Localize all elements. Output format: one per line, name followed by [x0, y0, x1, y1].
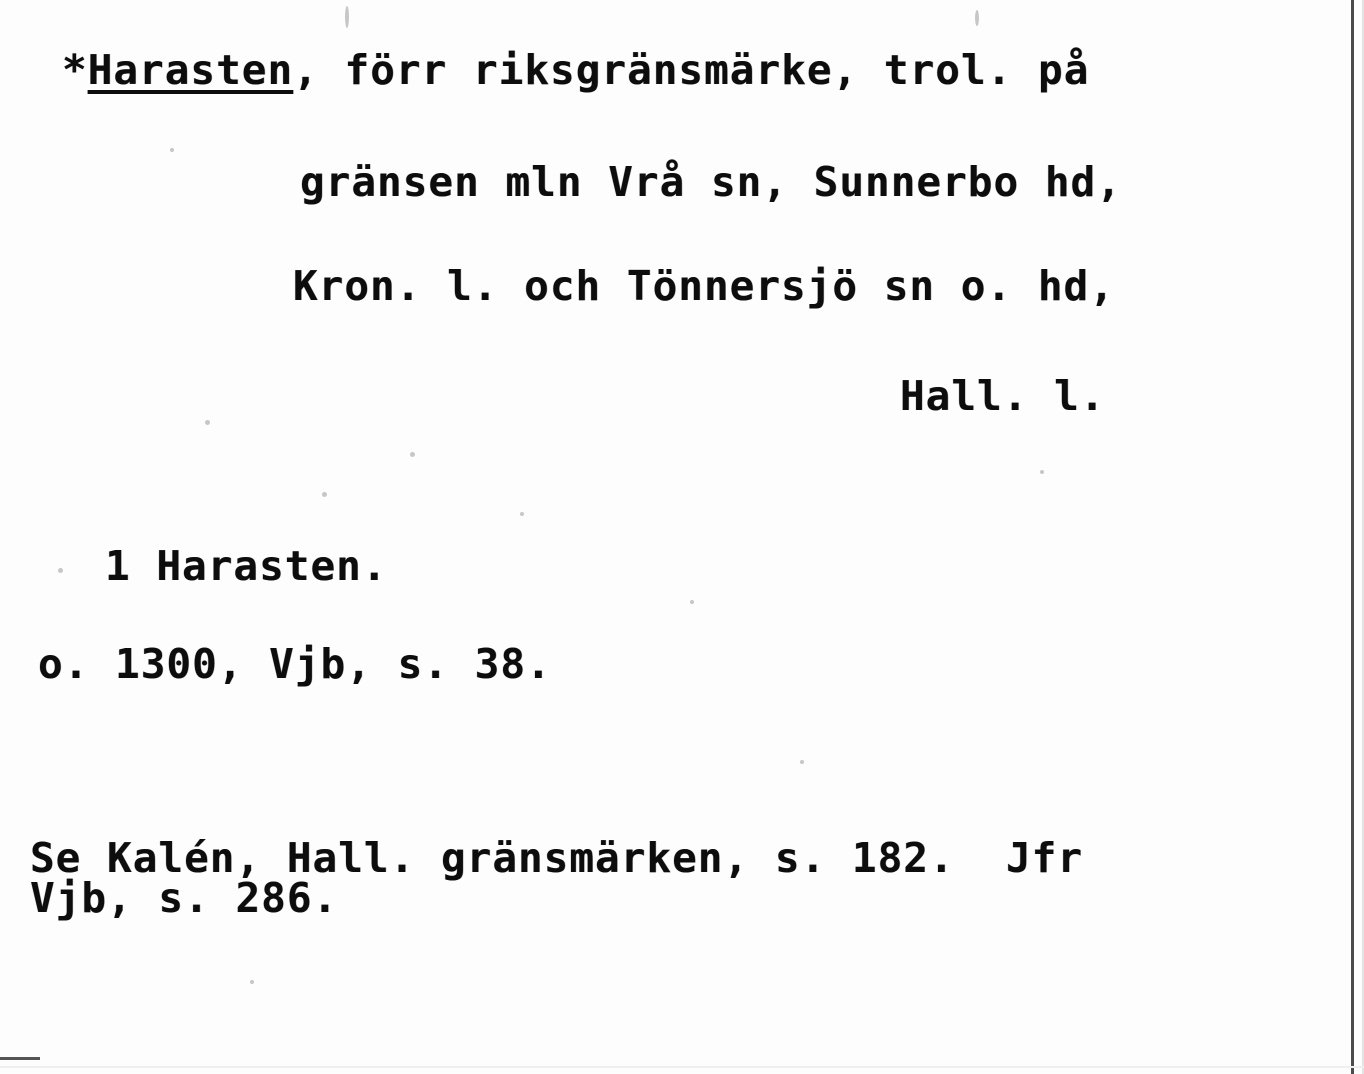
- reference-line1: Se Kalén, Hall. gränsmärken, s. 182. Jfr: [30, 834, 1084, 882]
- headword-line: [62, 46, 1089, 94]
- attestation-source: o. 1300, Vjb, s. 38.: [38, 640, 552, 688]
- card-bottom-edge-mark: [0, 1057, 40, 1060]
- card-right-edge: [1351, 0, 1354, 1074]
- attested-form: 1 Harasten.: [105, 542, 388, 590]
- card-bottom-edge: [0, 1066, 1364, 1068]
- reference-line2: Vjb, s. 286.: [30, 874, 339, 922]
- headword-line3: Kron. l. och Tönnersjö sn o. hd,: [293, 262, 1115, 310]
- headword-term: Harasten: [87, 46, 294, 94]
- reconstructed-form-asterisk: *: [62, 46, 88, 94]
- headword-line4: Hall. l.: [900, 372, 1106, 420]
- headword-line1-rest: , förr riksgränsmärke, trol. på: [293, 46, 1090, 94]
- headword-line2: gränsen mln Vrå sn, Sunnerbo hd,: [300, 158, 1122, 206]
